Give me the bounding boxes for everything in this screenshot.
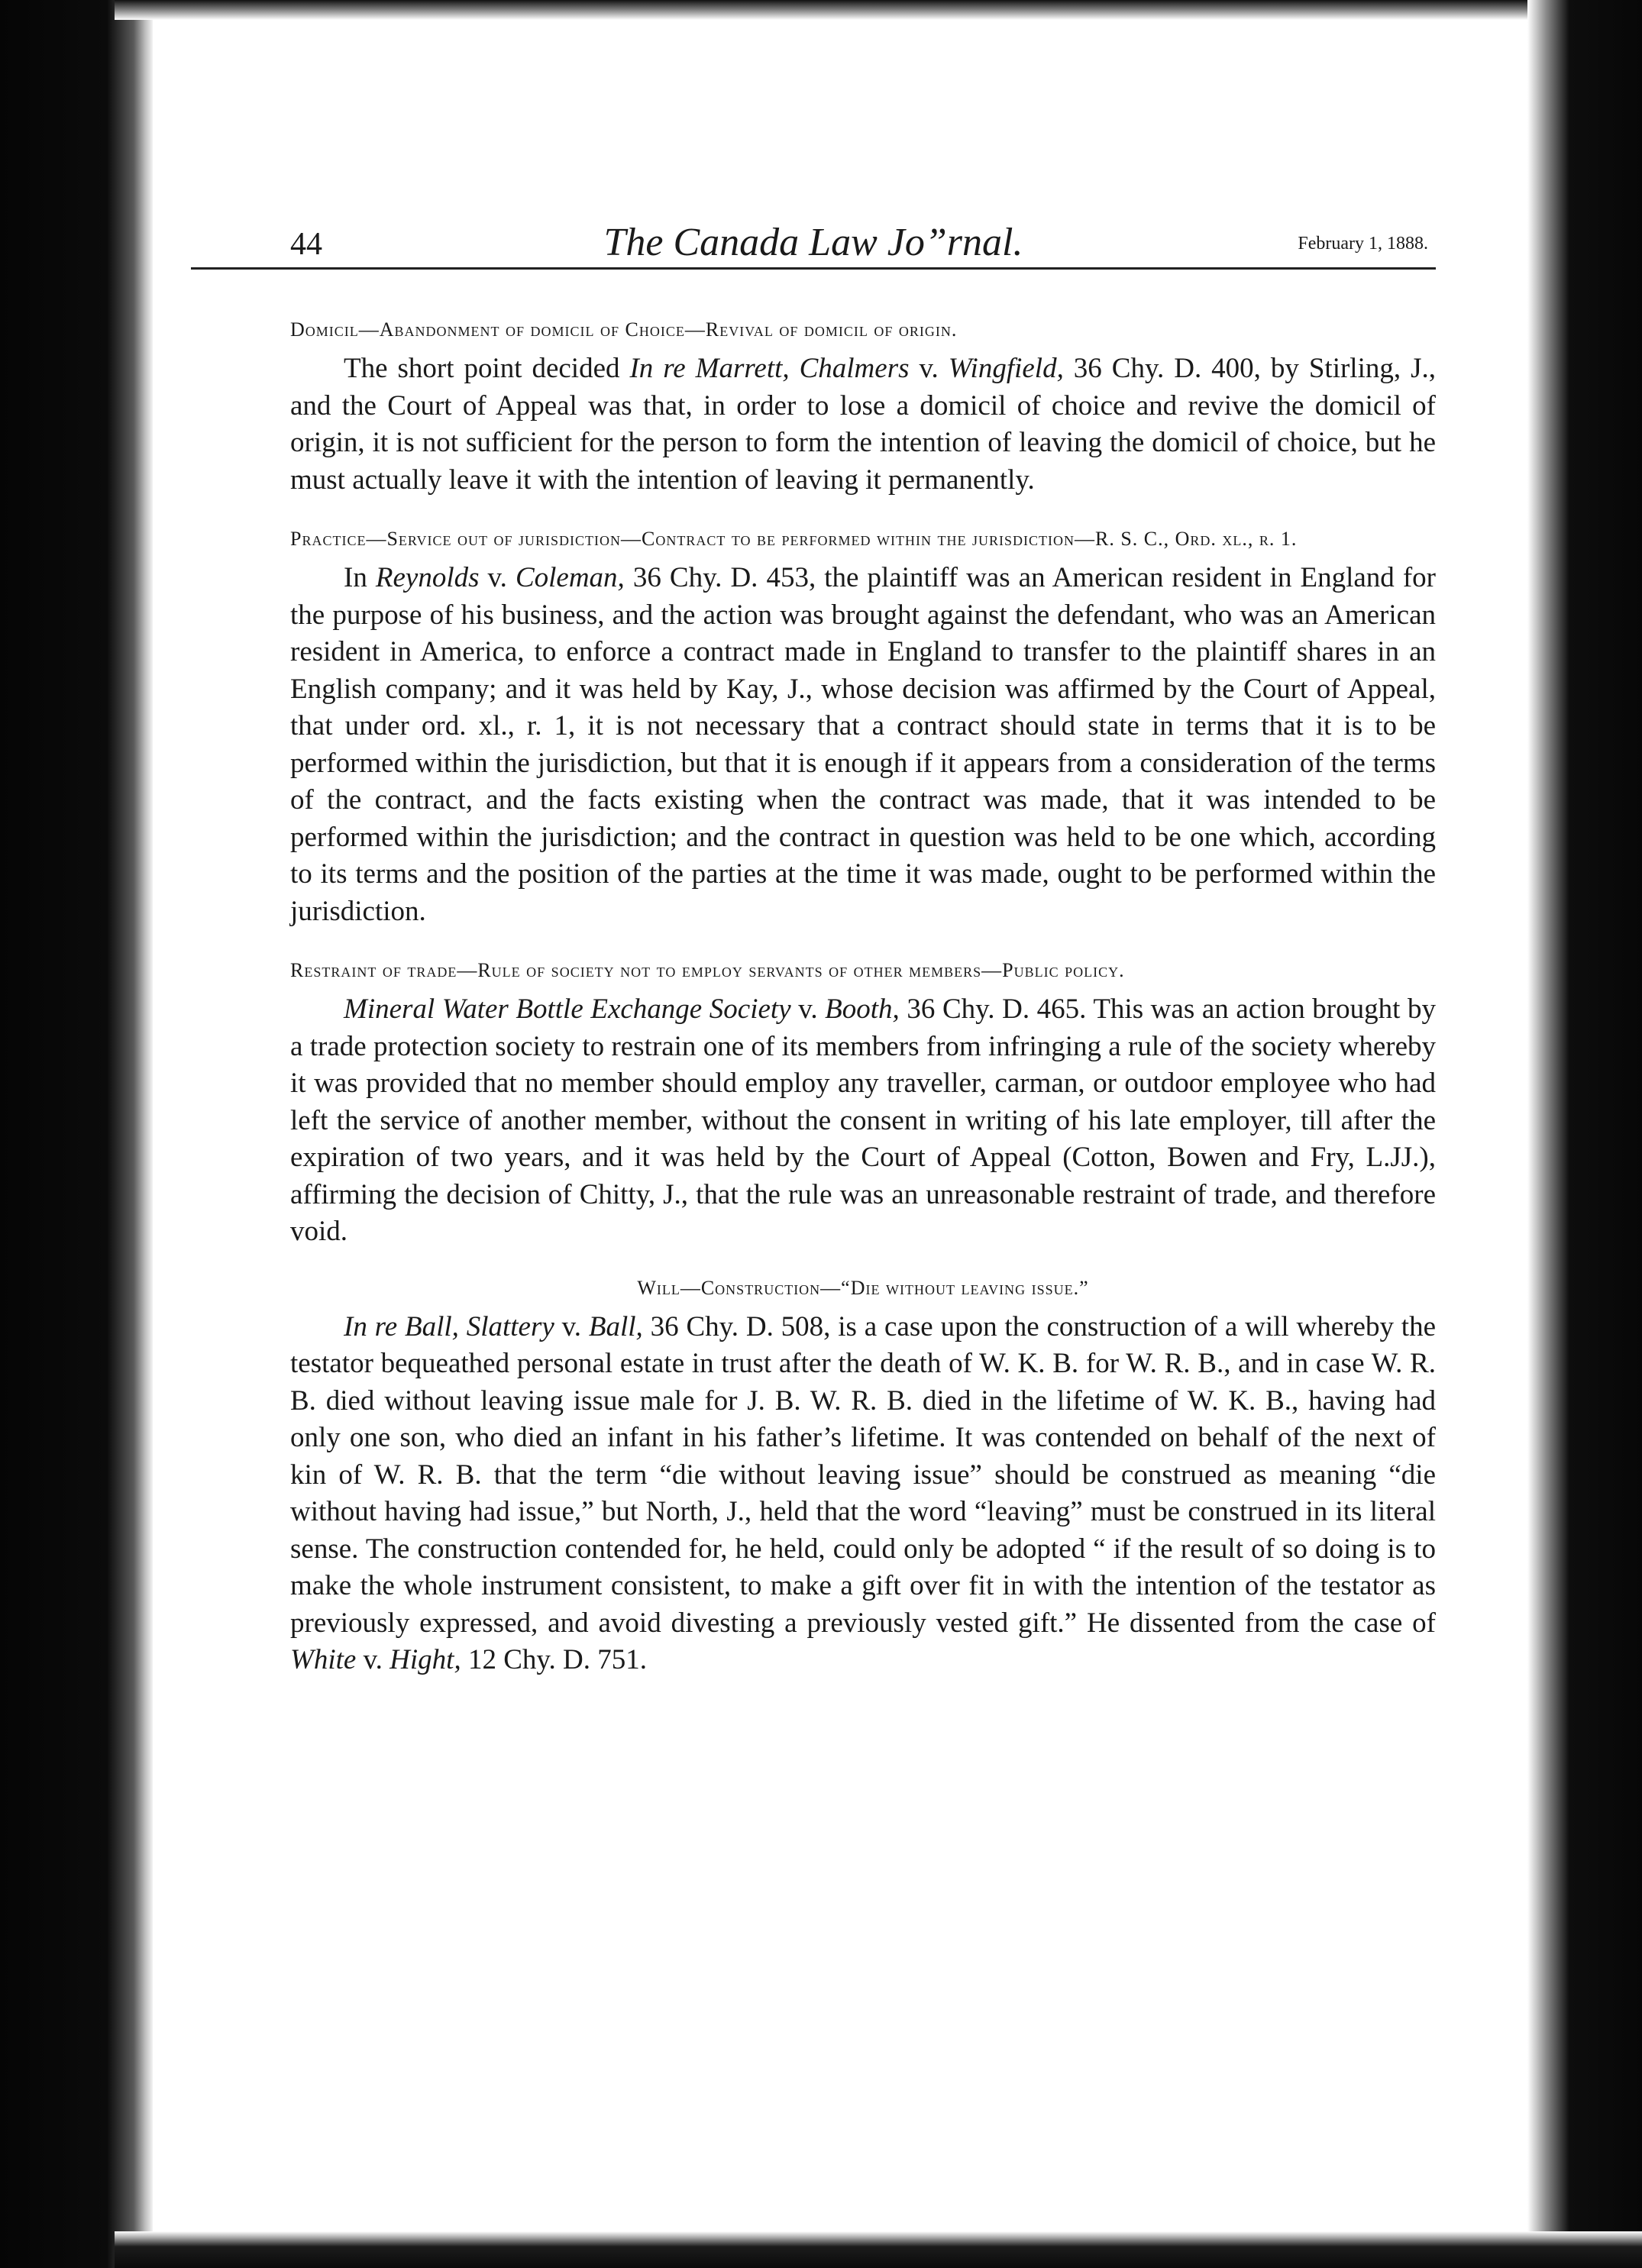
case-name: Booth, bbox=[825, 993, 900, 1025]
text-run: v. bbox=[356, 1644, 390, 1675]
case-name: Ball, bbox=[588, 1310, 643, 1342]
section-heading-practice: Practice—Service out of jurisdiction—Contract to be performed within the jurisdiction—R. S. C., Ord. xl., r. 1. bbox=[290, 528, 1298, 550]
text-run: v. bbox=[909, 353, 949, 384]
scan-shadow-left bbox=[0, 0, 153, 2268]
text-run: In bbox=[344, 562, 376, 593]
text-run: 36 Chy. D. 400, by Stirling, J., and the Court of Appeal was that, in order to lose a domicil of choice and revive the domicil of origin, it is not sufficient for the person to form the intention of leaving the domicil of choice, but he must actually leave it with the intention of leaving it permanently. bbox=[290, 353, 1436, 496]
text-run: v. bbox=[554, 1310, 589, 1342]
section-heading-restraint: Restraint of trade—Rule of society not to employ servants of other members—Public policy. bbox=[290, 959, 1125, 981]
case-name: In re Ball, Slattery bbox=[344, 1310, 554, 1342]
text-run: 36 Chy. D. 508, is a case upon the construction of a will whereby the testator bequeathed personal estate in trust after the death of W. K. B. for W. R. B., and in case W. R. B. died without leaving issue male for J. B. W. R. B. died in the lifetime of W. K. B., having had only one son, who died an infant in his father’s lifetime. It was contended on behalf of the next of kin of W. R. B. that the term “die without leaving issue” should be construed as meaning “die without having had issue,” but North, J., held that the word “leaving” must be construed in its literal sense. The construction contended for, he held, could only be adopted “ if the result of so doing is to make the whole instrument consistent, to make a gift over fit in with the intention of the testator as previously expressed, and avoid divesting a previously vested gift.” He dissented from the case of bbox=[290, 1310, 1436, 1639]
section-heading-will: Will—Construction—“Die without leaving issue.” bbox=[637, 1276, 1089, 1299]
case-name: Hight, bbox=[389, 1644, 461, 1675]
case-name: White bbox=[290, 1644, 357, 1675]
section-paragraph-will bbox=[290, 1309, 1436, 1679]
section-paragraph-practice bbox=[290, 560, 1436, 930]
running-head bbox=[191, 214, 1436, 270]
case-name: In re Marrett, Chalmers bbox=[629, 353, 910, 384]
text-run: v. bbox=[479, 562, 516, 593]
case-name: Coleman, bbox=[515, 562, 625, 593]
text-run: 36 Chy. D. 465. This was an action brought by a trade protection society to restrain one of its members from infringing a rule of the society whereby it was provided that no member should employ any traveller, carman, or outdoor employee who had left the service of another member, without the consent in writing of his late employer, till after the expiration of two years, and it was held by the Court of Appeal (Cotton, Bowen and Fry, L.JJ.), affirming the decision of Chitty, J., that the rule was an unreasonable restraint of trade, and therefore void. bbox=[290, 993, 1436, 1247]
text-run: v. bbox=[790, 993, 826, 1025]
section-paragraph-domicil bbox=[290, 351, 1436, 499]
text-run: 36 Chy. D. 453, the plaintiff was an American resident in England for the purpose of his business, and the action was brought against the defendant, who was an American resident in America, to enforce a contract made in England to transfer to the plaintiff shares in an English company; and it was held by Kay, J., whose decision was affirmed by the Court of Appeal, that under ord. xl., r. 1, it is not necessary that a contract should state in terms that it is to be performed within the jurisdiction, but that it is enough if it appears from a consideration of the terms of the contract, and the facts existing when the contract was made, that it was intended to be performed within the jurisdiction; and the contract in question was held to be one which, according to its terms and the position of the parties at the time it was made, ought to be performed within the jurisdiction. bbox=[290, 562, 1436, 927]
scan-shadow-right bbox=[1527, 0, 1642, 2268]
section-heading-domicil: Domicil—Abandonment of domicil of Choice—Revival of domicil of origin. bbox=[290, 318, 958, 341]
section-paragraph-restraint bbox=[290, 991, 1436, 1251]
journal-title: The Canada Law Jo”rnal. bbox=[603, 221, 1023, 264]
article-body bbox=[290, 317, 1436, 1679]
journal-page bbox=[191, 214, 1436, 1679]
scan-shadow-bottom bbox=[115, 2231, 1642, 2268]
case-name: Reynolds bbox=[375, 562, 480, 593]
text-run: 12 Chy. D. 751. bbox=[461, 1644, 647, 1675]
page-number: 44 bbox=[290, 227, 322, 262]
case-name: Wingfield, bbox=[948, 353, 1064, 384]
issue-date: February 1, 1888. bbox=[1298, 234, 1428, 254]
case-name: Mineral Water Bottle Exchange Society bbox=[344, 993, 791, 1025]
scan-shadow-top bbox=[115, 0, 1642, 20]
text-run: The short point decided bbox=[344, 353, 630, 384]
